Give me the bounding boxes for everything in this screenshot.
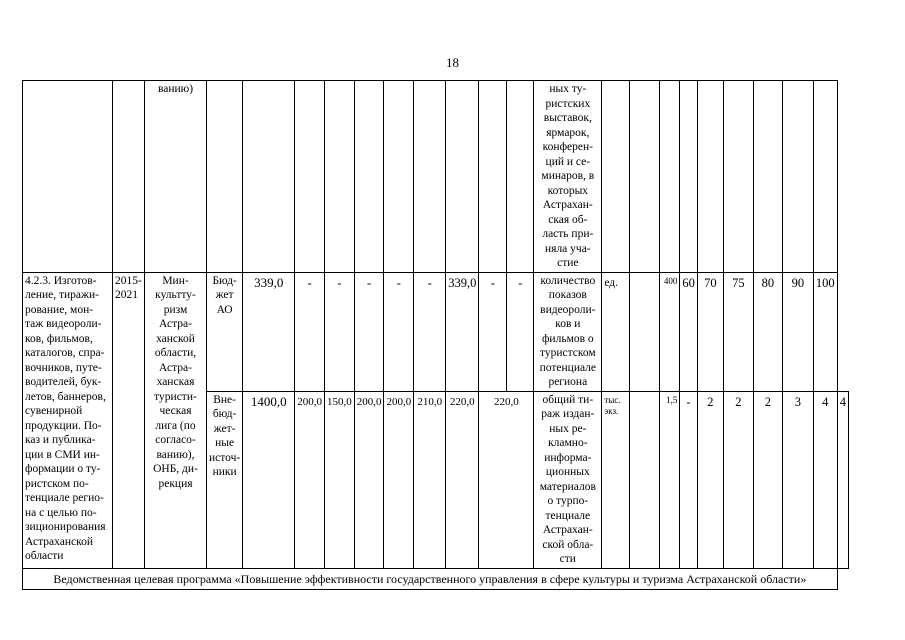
year-cell: - xyxy=(384,272,414,391)
program-title: Ведомственная целевая программа «Повышение эффективности государственного управления в сфере культуры и туризма Астраханской области» xyxy=(23,568,838,590)
target-cell: 80 xyxy=(753,272,782,391)
year-cell: 220,0 xyxy=(479,391,534,568)
total-cell: 1400,0 xyxy=(243,391,295,568)
page-number: 18 xyxy=(446,55,459,70)
target-cell: 60 xyxy=(680,272,698,391)
year-cell: - xyxy=(507,272,534,391)
year-cell: - xyxy=(479,272,507,391)
period-cell xyxy=(113,81,145,273)
year-cell: - xyxy=(354,272,384,391)
target-cell: - xyxy=(680,391,698,568)
target-cell: 4 xyxy=(813,391,837,568)
year-cell: 150,0 xyxy=(324,391,354,568)
indicator-cell: ных ту- ристских выставок, ярмарок, конферен- ций и се- минаров, в которых Астрахан- ская об- ласть при- няла уча- стие xyxy=(534,81,602,273)
year-cell: 200,0 xyxy=(295,391,325,568)
target-cell: 2 xyxy=(697,391,723,568)
total-cell: 339,0 xyxy=(243,272,295,391)
activity-cell xyxy=(23,81,113,273)
year-cell: 220,0 xyxy=(446,391,479,568)
period-cell: 2015- 2021 xyxy=(113,272,145,568)
base-value-cell: 1,5 xyxy=(660,391,680,568)
year-cell: - xyxy=(295,272,325,391)
target-cell: 75 xyxy=(723,272,753,391)
target-cell: 3 xyxy=(782,391,813,568)
unit-cell: тыс. экз. xyxy=(602,391,630,568)
executor-cell: Мин- культту- ризм Астра- ханской области, Астра- ханская туристи- ческая лига (по согласо- ванию), ОНБ, ди- рекция xyxy=(145,272,207,568)
table-row xyxy=(23,272,849,391)
target-cell: 100 xyxy=(813,272,837,391)
target-cell: 90 xyxy=(782,272,813,391)
source-cell xyxy=(207,81,243,273)
total-cell xyxy=(243,81,295,273)
source-cell: Вне- бюд- жет- ные источ- ники xyxy=(207,391,243,568)
target-cell: 70 xyxy=(697,272,723,391)
unit-cell: ед. xyxy=(602,272,630,391)
program-table xyxy=(22,80,849,590)
year-cell: - xyxy=(324,272,354,391)
year-cell: 210,0 xyxy=(414,391,446,568)
empty-cell xyxy=(630,391,660,568)
year-cell: 200,0 xyxy=(354,391,384,568)
target-cell: 2 xyxy=(723,391,753,568)
indicator-cell: общий ти- раж издан- ных ре- кламно- информа- ционных материалов о турпо- тенциале Астрахан- ской обла- сти xyxy=(534,391,602,568)
base-value-cell: 400 xyxy=(660,272,680,391)
year-cell: - xyxy=(414,272,446,391)
program-footer-row xyxy=(23,568,849,590)
year-cell: 339,0 xyxy=(446,272,479,391)
empty-cell xyxy=(630,272,660,391)
activity-cell: 4.2.3. Изготов- ление, тиражи- рование, мон- таж видеороли- ков, фильмов, каталогов, спра- вочников, путе- водителей, бук- летов, баннеров, сувенирной продукции. По- каз и публика- ции в СМИ ин- формации о ту- ристском по- тенциале регио- на с целью по- зиционирования Астраханской области xyxy=(23,272,113,568)
year-cell: 200,0 xyxy=(384,391,414,568)
continuation-row xyxy=(23,81,849,273)
target-cell: 2 xyxy=(753,391,782,568)
target-cell: 4 xyxy=(837,391,848,568)
source-cell: Бюд- жет АО xyxy=(207,272,243,391)
executor-cell: ванию) xyxy=(145,81,207,273)
indicator-cell: количество показов видеороли- ков и фильмов о туристском потенциале региона xyxy=(534,272,602,391)
